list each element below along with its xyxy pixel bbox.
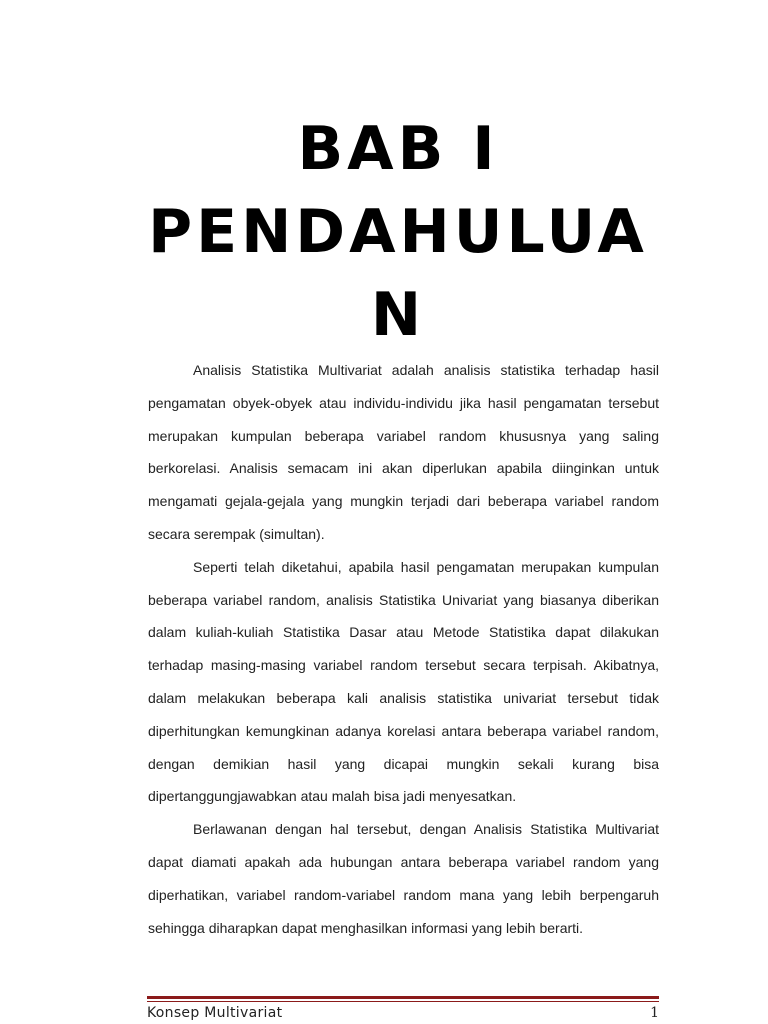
- chapter-title-line-2: PENDAHULUA: [148, 197, 648, 267]
- body-text: [148, 354, 659, 944]
- paragraph-1: Analisis Statistika Multivariat adalah analisis statistika terhadap hasil pengamatan obyek-obyek atau individu-individu jika hasil pengamatan tersebut merupakan kumpulan beberapa variabel random khususnya yang saling berkorelasi. Analisis semacam ini akan diperlukan apabila diinginkan untuk mengamati gejala-gejala yang mungkin terjadi dari beberapa variabel random secara serempak (simultan).: [148, 362, 659, 542]
- footer-rule-thin: [147, 1001, 659, 1002]
- paragraph-2: Seperti telah diketahui, apabila hasil pengamatan merupakan kumpulan beberapa variabel random, analisis Statistika Univariat yang biasanya diberikan dalam kuliah-kuliah Statistika Dasar atau Metode Statistika dapat dilakukan terhadap masing-masing variabel random tersebut secara terpisah. Akibatnya, dalam melakukan beberapa kali analisis statistika univariat tersebut tidak diperhitungkan kemungkinan adanya korelasi antara beberapa variabel random, dengan demikian hasil yang dicapai mungkin sekali kurang bisa dipertanggungjawabkan atau malah bisa jadi menyesatkan.: [148, 558, 659, 805]
- footer-title: Konsep Multivariat: [147, 1005, 283, 1021]
- chapter-title: [148, 108, 648, 357]
- paragraph-3: Berlawanan dengan hal tersebut, dengan Analisis Statistika Multivariat dapat diamati apakah ada hubungan antara beberapa variabel random yang diperhatikan, variabel random-variabel random mana yang lebih berpengaruh sehingga diharapkan dapat menghasilkan informasi yang lebih berarti.: [148, 821, 659, 936]
- page-number: 1: [650, 1005, 659, 1021]
- chapter-title-line-1: BAB I: [297, 114, 499, 184]
- footer-rule-thick: [147, 996, 659, 999]
- chapter-title-line-3: N: [370, 280, 426, 350]
